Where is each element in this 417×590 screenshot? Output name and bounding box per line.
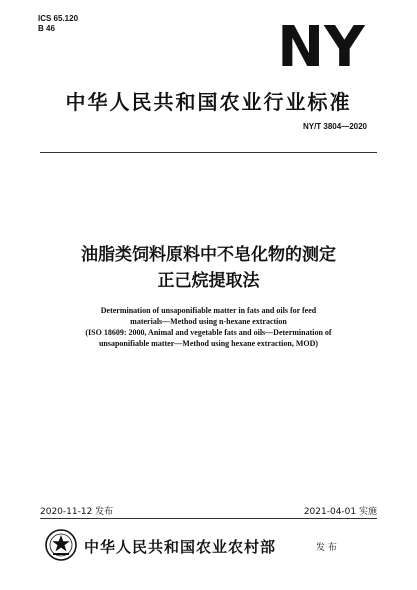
publish-date: 2020-11-12 发布: [40, 507, 114, 517]
issuing-ministry: 中华人民共和国农业农村部: [84, 538, 277, 556]
english-title-line: (ISO 18609: 2000, Animal and vegetable fats and oils—Determination of: [85, 328, 332, 337]
english-title: [30, 305, 387, 349]
english-title-line: Determination of unsaponifiable matter in fats and oils for feed: [100, 306, 317, 315]
chinese-title-line-1: 油脂类饲料原料中不皂化物的测定: [81, 245, 336, 265]
chinese-title-line-2: 正己烷提取法: [157, 271, 260, 291]
footer-divider: [40, 518, 377, 519]
ics-code-block: [38, 14, 78, 34]
ny-logo: [274, 20, 368, 72]
national-emblem-icon: [44, 528, 78, 562]
implementation-date: 2021-04-01 实施: [303, 507, 377, 517]
header-divider: [40, 152, 377, 153]
english-title-line: materials—Method using n-hexane extraction: [130, 317, 287, 326]
ccs-code: B 46: [38, 24, 55, 33]
english-title-line: unsaponifiable matter—Method using hexane extraction, MOD): [98, 339, 319, 348]
standard-number: NY/T 3804—2020: [302, 122, 367, 131]
ics-code: ICS 65.120: [38, 14, 79, 23]
chinese-title: [0, 242, 417, 294]
issue-label: 发 布: [316, 543, 337, 553]
svg-text:NY: NY: [277, 20, 365, 72]
standard-title: 中华人民共和国农业行业标准: [65, 90, 352, 114]
